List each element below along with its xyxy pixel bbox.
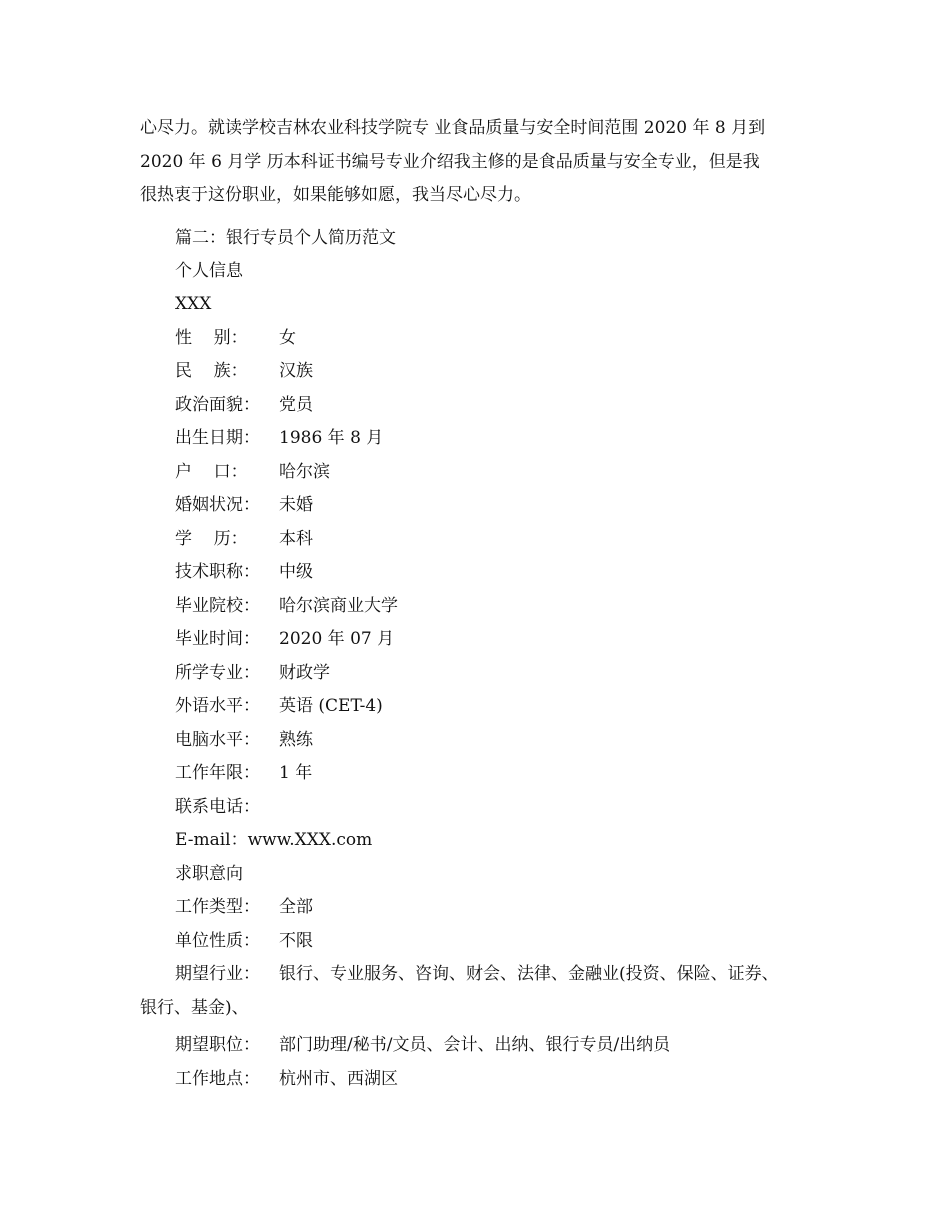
field-label: 技术职称： [175,562,260,582]
industry-first-line [140,958,840,992]
field-major [175,657,330,690]
field-label: 联系电话： [175,797,260,817]
field-expected-position [175,1029,670,1062]
applicant-name: XXX [175,294,212,314]
field-label: 民 族： [175,361,248,381]
field-political-status [175,389,313,422]
field-birth-date [175,422,383,455]
field-expected-industry [140,958,840,1025]
field-value: 本科 [279,529,313,549]
intro-line: 2020 年 6 月学 历本科证书编号专业介绍我主修的是食品质量与安全专业，但是我 [140,151,760,172]
field-value: 部门助理/秘书/文员、会计、出纳、银行专员/出纳员 [279,1035,671,1055]
field-hukou [175,456,330,489]
field-label: 毕业时间： [175,629,260,649]
field-value: 银行、专业服务、咨询、财会、法律、金融业(投资、保险、证券、 [279,964,779,984]
field-work-location [175,1063,398,1096]
field-phone [175,791,279,824]
field-value: 1986 年 8 月 [279,428,384,448]
job-intent-heading: 求职意向 [175,864,243,884]
field-work-years [175,757,312,790]
field-label: 单位性质： [175,931,260,951]
intro-paragraph [140,112,830,213]
field-language [175,690,383,723]
field-school [175,590,398,623]
field-value: 全部 [279,897,313,917]
field-label: 出生日期： [175,428,260,448]
field-company-nature [175,925,313,958]
field-label: 户 口： [175,462,248,482]
field-label: 学 历： [175,529,248,549]
field-label: 性 别： [175,328,248,348]
field-label: 期望行业： [175,964,260,984]
intro-line: 心尽力。就读学校吉林农业科技学院专 业食品质量与安全时间范围 2020 年 8 月到 [140,118,766,138]
field-marital-status [175,489,313,522]
field-computer-skill [175,724,313,757]
field-value: 汉族 [279,361,313,381]
field-label: 婚姻状况： [175,495,260,515]
industry-continuation: 银行、基金)、 [140,997,249,1018]
field-label: 外语水平： [175,696,260,716]
field-graduation-date [175,623,394,656]
field-label: 毕业院校： [175,596,260,616]
field-value: 不限 [279,931,313,951]
section-title: 篇二：银行专员个人简历范文 [175,228,396,248]
field-value: 熟练 [279,730,313,750]
intro-line: 很热衷于这份职业，如果能够如愿，我当尽心尽力。 [140,185,531,205]
field-gender [175,322,296,355]
field-label: 政治面貌： [175,395,260,415]
field-value: 1 年 [279,763,313,783]
field-education [175,523,313,556]
field-value: 2020 年 07 月 [279,629,395,649]
email-line: E-mail：www.XXX.com [175,830,373,850]
personal-info-heading: 个人信息 [175,261,243,281]
field-label: 期望职位： [175,1035,260,1055]
field-label: 电脑水平： [175,730,260,750]
field-label: 工作年限： [175,763,260,783]
field-value: 财政学 [279,663,330,683]
field-value: 英语 (CET-4) [279,696,383,716]
field-label: 工作类型： [175,897,260,917]
field-value: 中级 [279,562,313,582]
field-label: 所学专业： [175,663,260,683]
field-value: 党员 [279,395,313,415]
field-value: 未婚 [279,495,313,515]
field-job-type [175,891,313,924]
field-label: 工作地点： [175,1069,260,1089]
field-value: 杭州市、西湖区 [279,1069,398,1089]
field-value: 哈尔滨商业大学 [279,596,398,616]
field-title [175,556,313,589]
field-ethnicity [175,355,313,388]
field-value: 哈尔滨 [279,462,330,482]
field-value: 女 [279,328,296,348]
